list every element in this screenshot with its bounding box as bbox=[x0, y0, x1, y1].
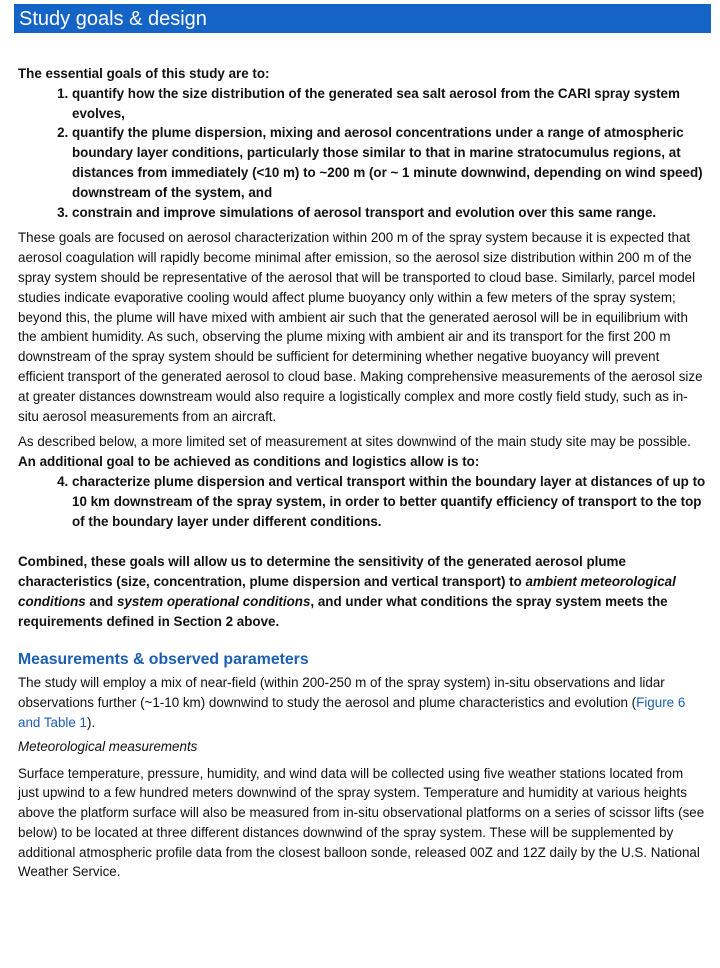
meteorological-heading: Meteorological measurements bbox=[18, 738, 198, 754]
combined-text-2: and bbox=[85, 593, 117, 609]
combined-text-1: Combined, these goals will allow us to determine the sensitivity of the generated aerosol plume characteristics (size, concentration, plume dispersion and vertical transport) to bbox=[18, 554, 626, 590]
goal-item-2: 2. quantify the plume dispersion, mixing and aerosol concentrations under a range of atmospheric boundary layer conditions, particularly those similar to that in marine stratocumulus regions, at distances from immediately (<10 m) to ~200 m (or ~ 1 minute downwind, depending on wind speed) downstream of the system, and bbox=[72, 123, 706, 202]
additional-goal-bold: An additional goal to be achieved as conditions and logistics allow is to: bbox=[18, 454, 480, 470]
paragraph-additional-goal bbox=[18, 432, 706, 472]
combined-italic-1: ambient meteorological conditions bbox=[18, 574, 676, 609]
document-body bbox=[18, 64, 706, 882]
section-title: Study goals & design bbox=[14, 4, 711, 33]
goals-list bbox=[18, 84, 706, 223]
paragraph-combined bbox=[18, 552, 706, 631]
measurements-heading: Measurements & observed parameters bbox=[18, 650, 309, 668]
goal-item-4: 4. characterize plume dispersion and vertical transport within the boundary layer at distances of up to 10 km downstream of the spray system, in order to better quantify efficiency of transport to the top of the boundary layer under different conditions. bbox=[72, 472, 706, 531]
figure-table-link[interactable]: Figure 6 and Table 1 bbox=[18, 695, 686, 730]
paragraph-rationale: These goals are focused on aerosol characterization within 200 m of the spray system because it is expected that aerosol coagulation will rapidly become minimal after emission, so the aerosol size distribution within 200 m of the spray system should be representative of the aerosol that will be transported to cloud base. Similarly, parcel model studies indicate evaporative cooling would affect plume buoyancy only within a few meters of the spray system; beyond this, the plume will have mixed with ambient air such that the generated aerosol will be in equilibrium with the ambient humidity. As such, observing the plume mixing with ambient air and its transport for the first 200 m downstream of the spray system should be sufficient for determining whether negative buoyancy will prevent efficient transport of the generated aerosol to cloud base. Making comprehensive measurements of the aerosol size at greater distances downstream would also require a logistically complex and more costly field study, such as in-situ aerosol measurements from an aircraft. bbox=[18, 230, 703, 424]
goal-item-1: 1. quantify how the size distribution of the generated sea salt aerosol from the CARI spray system evolves, bbox=[72, 84, 706, 124]
goal-item-3: 3. constrain and improve simulations of aerosol transport and evolution over this same range. bbox=[72, 203, 706, 223]
paragraph-meteorological: Surface temperature, pressure, humidity, and wind data will be collected using five weather stations located from just upwind to a few hundred meters downwind of the spray system. Temperature and humidity at various heights above the platform surface will also be measured from in-situ observational platforms on a series of scissor lifts (see below) to be located at three different distances downwind of the spray system. These will be supplemented by additional atmospheric profile data from the closest balloon sonde, released 00Z and 12Z daily by the U.S. National Weather Service. bbox=[18, 765, 705, 880]
additional-goal-text: As described below, a more limited set of measurement at sites downwind of the main study site may be possible. bbox=[18, 434, 691, 450]
combined-italic-2: system operational conditions bbox=[116, 593, 311, 609]
goals-intro: The essential goals of this study are to: bbox=[18, 66, 270, 81]
measurements-intro-text-1: The study will employ a mix of near-field (within 200-250 m of the spray system) in-situ observations and lidar observations further (~1-10 km) downwind to study the aerosol and plume characteristics and evolution ( bbox=[18, 675, 665, 711]
combined-text-3: , and under what conditions the spray system meets the requirements defined in Section 2 above. bbox=[18, 593, 668, 629]
goals-list-extra bbox=[18, 472, 706, 531]
paragraph-measurements-intro bbox=[18, 673, 706, 732]
measurements-intro-text-2: ). bbox=[87, 714, 96, 730]
